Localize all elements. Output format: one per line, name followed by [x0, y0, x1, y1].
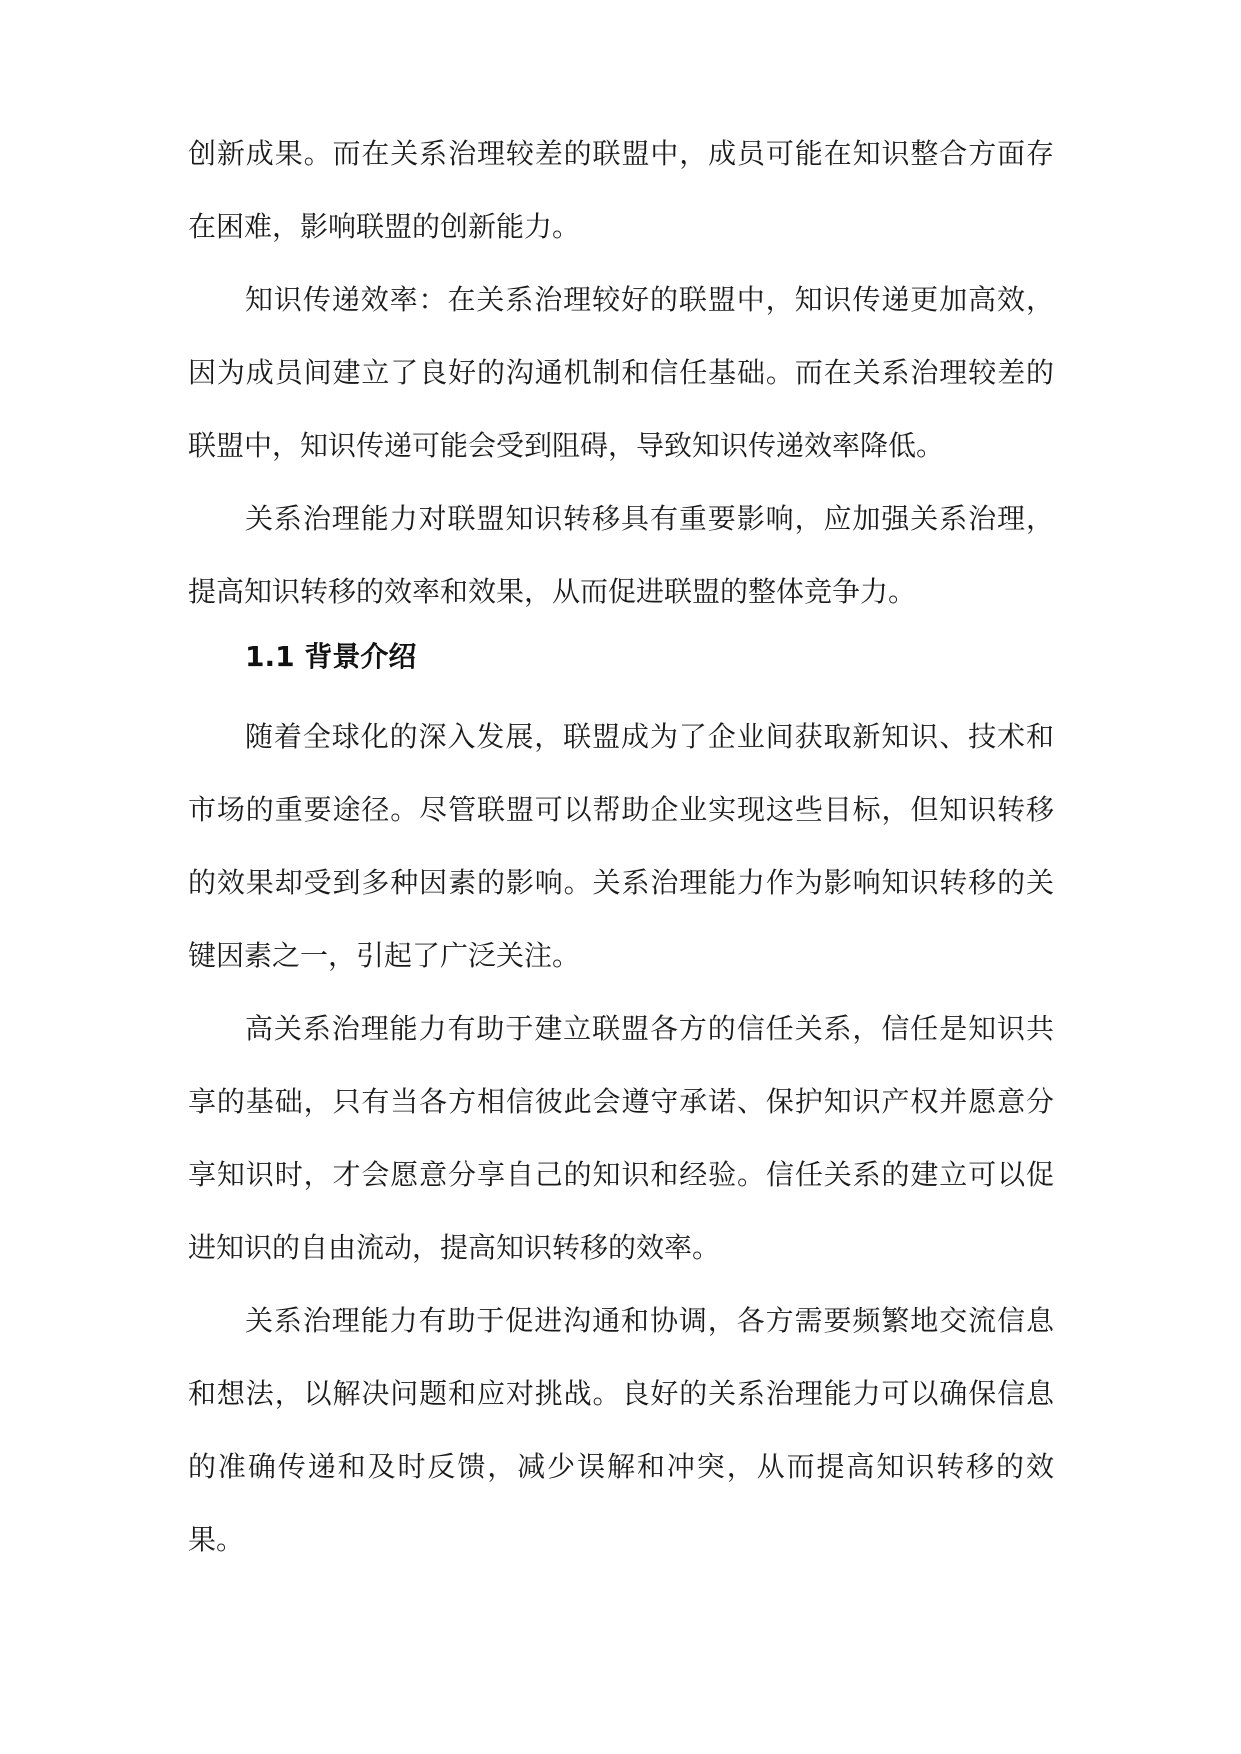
- paragraph-relational-governance-summary: 关系治理能力对联盟知识转移具有重要影响，应加强关系治理，提高知识转移的效率和效果，从而促进联盟的整体竞争力。: [188, 502, 1054, 608]
- paragraph-knowledge-transfer-efficiency: 知识传递效率：在关系治理较好的联盟中，知识传递更加高效，因为成员间建立了良好的沟通机制和信任基础。而在关系治理较差的联盟中，知识传递可能会受到阻碍，导致知识传递效率降低。: [188, 283, 1054, 462]
- section-heading: 1.1 背景介绍: [245, 640, 417, 673]
- paragraph-trust: 高关系治理能力有助于建立联盟各方的信任关系，信任是知识共享的基础，只有当各方相信彼此会遵守承诺、保护知识产权并愿意分享知识时，才会愿意分享自己的知识和经验。信任关系的建立可以促进知识的自由流动，提高知识转移的效率。: [188, 1012, 1054, 1264]
- paragraph-communication: 关系治理能力有助于促进沟通和协调，各方需要频繁地交流信息和想法，以解决问题和应对挑战。良好的关系治理能力可以确保信息的准确传递和及时反馈，减少误解和冲突，从而提高知识转移的效果。: [188, 1304, 1054, 1556]
- paragraph-background: 随着全球化的深入发展，联盟成为了企业间获取新知识、技术和市场的重要途径。尽管联盟可以帮助企业实现这些目标，但知识转移的效果却受到多种因素的影响。关系治理能力作为影响知识转移的关键因素之一，引起了广泛关注。: [188, 720, 1054, 972]
- paragraph-continuation: 创新成果。而在关系治理较差的联盟中，成员可能在知识整合方面存在困难，影响联盟的创新能力。: [188, 137, 1054, 243]
